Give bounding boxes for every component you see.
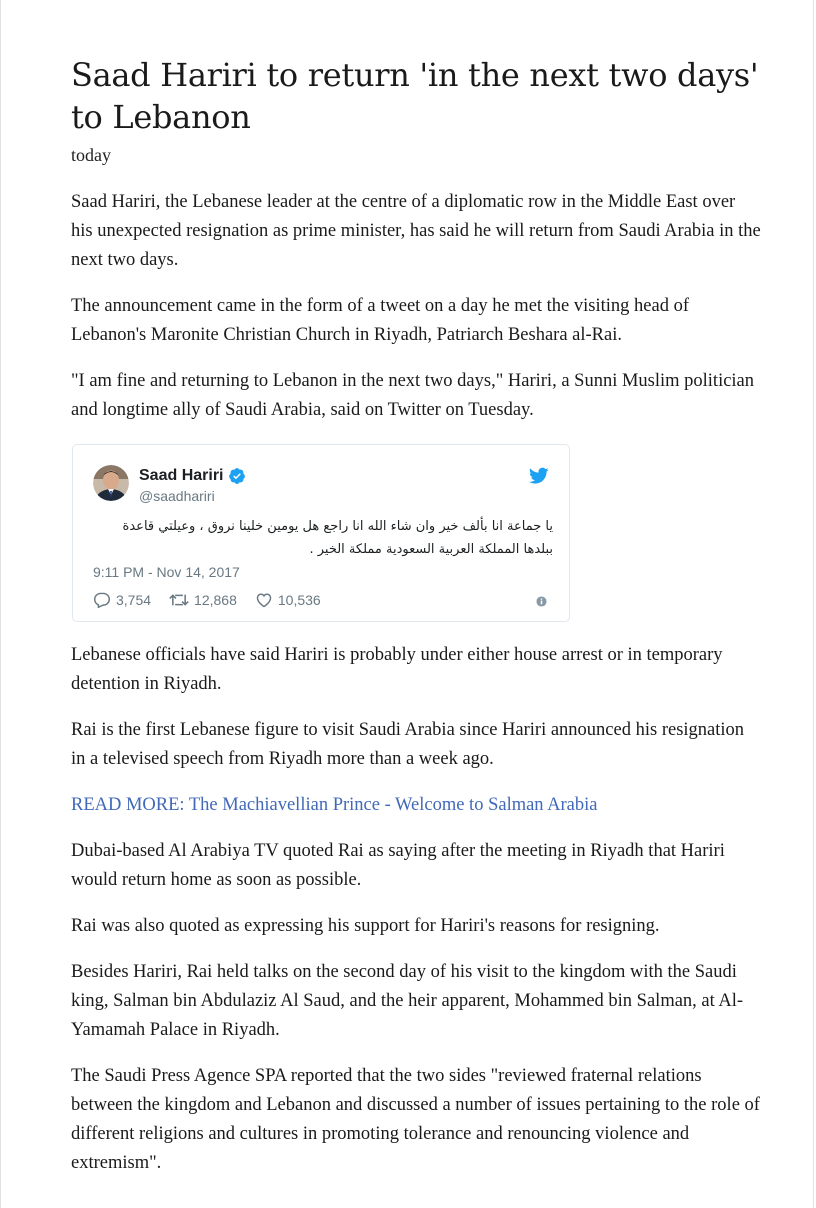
tweet-author-handle[interactable]: @saadhariri [139, 488, 215, 504]
retweet-count: 12,868 [194, 592, 237, 608]
article-date: today [71, 145, 111, 165]
avatar[interactable] [93, 465, 129, 501]
twitter-bird-icon[interactable] [529, 467, 549, 485]
read-more-link[interactable]: READ MORE: The Machiavellian Prince - Welcome to Salman Arabia [71, 795, 598, 815]
paragraph: The announcement came in the form of a tweet on a day he met the visiting head of Lebanon's Maronite Christian Church in Riyadh, Patriarch Beshara al-Rai. [71, 296, 689, 345]
paragraph: Lebanese officials have said Hariri is probably under either house arrest or in temporary detention in Riyadh. [71, 645, 723, 694]
embedded-tweet[interactable] [72, 444, 570, 622]
reply-count: 3,754 [116, 592, 152, 608]
tweet-actions [93, 591, 339, 609]
verified-badge-icon [228, 467, 246, 485]
article [71, 54, 761, 1178]
paragraph: "I am fine and returning to Lebanon in the next two days," Hariri, a Sunni Muslim politician and longtime ally of Saudi Arabia, said on Twitter on Tuesday. [71, 371, 755, 420]
tweet-timestamp[interactable]: 9:11 PM - Nov 14, 2017 [93, 564, 240, 580]
paragraph: Rai is the first Lebanese figure to visit Saudi Arabia since Hariri announced his resignation in a televised speech from Riyadh more than a week ago. [71, 720, 745, 769]
avatar-photo [93, 465, 129, 501]
read-more-paragraph [71, 791, 761, 820]
retweet-button[interactable] [169, 592, 237, 608]
heart-icon [255, 592, 273, 608]
retweet-icon [169, 592, 189, 608]
tweet-text [93, 515, 553, 561]
tweet-text-line: يا جماعة انا بألف خير وان شاء الله انا راجع هل يومين خلينا نروق ، وعيلتي قاعدة [122, 519, 553, 534]
reply-icon [93, 592, 111, 608]
reply-button[interactable] [93, 592, 151, 608]
like-button[interactable] [255, 592, 321, 608]
paragraph: Saad Hariri, the Lebanese leader at the centre of a diplomatic row in the Middle East over his unexpected resignation as prime minister, has said he will return from Saudi Arabia in the next two days. [71, 192, 761, 270]
paragraph: Rai was also quoted as expressing his support for Hariri's reasons for resigning. [71, 916, 660, 936]
info-icon[interactable] [536, 596, 547, 607]
tweet-author-name[interactable]: Saad Hariri [139, 467, 224, 484]
paragraph: The Saudi Press Agence SPA reported that the two sides "reviewed fraternal relations between the kingdom and Lebanon and discussed a number of issues pertaining to the role of different religions and cultures in promoting tolerance and renouncing violence and extremism". [71, 1066, 760, 1173]
paragraph: Dubai-based Al Arabiya TV quoted Rai as saying after the meeting in Riyadh that Hariri would return home as soon as possible. [71, 841, 725, 890]
like-count: 10,536 [277, 592, 321, 608]
paragraph: Besides Hariri, Rai held talks on the second day of his visit to the kingdom with the Saudi king, Salman bin Abdulaziz Al Saud, and the heir apparent, Mohammed bin Salman, at Al-Yamamah Palace in Riyadh. [71, 962, 744, 1040]
tweet-text-line: ببلدها المملكة العربية السعودية مملكة الخير . [309, 542, 553, 557]
article-title: Saad Hariri to return 'in the next two days' to Lebanon [71, 56, 759, 136]
